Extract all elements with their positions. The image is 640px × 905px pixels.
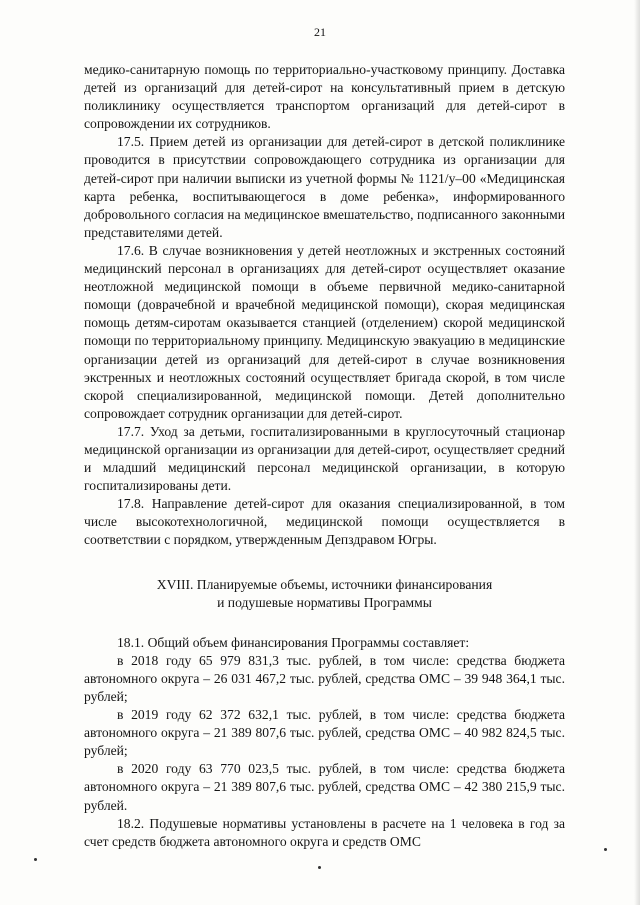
paragraph-funding-2019: в 2019 году 62 372 632,1 тыс. рублей, в том числе: средства бюджета автономного округа – 21 389 807,6 тыс. рублей, средства ОМС – 40 982 824,5 тыс. рублей; xyxy=(84,707,565,759)
paragraph-17-8: 17.8. Направление детей-сирот для оказания специализированной, в том числе высокотехнологичной, медицинской помощи осуществляется в соответствии с порядком, утвержденным Депздравом Югры. xyxy=(84,496,565,548)
scan-edge-shadow xyxy=(634,0,640,905)
section-heading-line-2: и подушевые нормативы Программы xyxy=(217,594,432,610)
page-number: 21 xyxy=(314,25,326,39)
document-body xyxy=(84,61,565,851)
paragraph-funding-2018: в 2018 году 65 979 831,3 тыс. рублей, в том числе: средства бюджета автономного округа – 26 031 467,2 тыс. рублей, средства ОМС – 39 948 364,1 тыс. рублей; xyxy=(84,652,565,704)
section-heading-line-1: XVIII. Планируемые объемы, источники финансирования xyxy=(156,576,493,592)
scan-speck xyxy=(318,866,321,869)
paragraph-continuation: медико-санитарную помощь по территориально-участковому принципу. Доставка детей из организаций для детей-сирот на консультативный прием в детскую поликлинику осуществляется транспортом организаций для детей-сирот в сопровождении их сотрудников. xyxy=(84,62,565,132)
paragraph-17-6: 17.6. В случае возникновения у детей неотложных и экстренных состояний медицинский персонал в организациях для детей-сирот осуществляет оказание неотложной медицинской помощи в объеме первичной медико-санитарной помощи (доврачебной и врачебной медицинской помощи), скорая медицинская помощь детям-сиротам оказывается станцией (отделением) скорой медицинской помощи по территориальному принципу. Медицинскую эвакуацию в медицинские организации детей из организаций для детей-сирот в случае возникновения экстренных и неотложных состояний осуществляет бригада скорой, в том числе скорой специализированной, медицинской помощи. Детей дополнительно сопровождает сотрудник организации для детей-сирот. xyxy=(84,242,565,421)
paragraph-funding-2020: в 2020 году 63 770 023,5 тыс. рублей, в том числе: средства бюджета автономного округа – 21 389 807,6 тыс. рублей, средства ОМС – 42 380 215,9 тыс. рублей. xyxy=(84,761,565,813)
paragraph-17-5: 17.5. Прием детей из организации для детей-сирот в детской поликлинике проводится в присутствии сопровождающего сотрудника из организации для детей-сирот при наличии выписки из учетной формы № 1121/у–00 «Медицинская карта ребенка, воспитывающегося в доме ребенка», информированного добровольного согласия на медицинское вмешательство, подписанного законными представителями детей. xyxy=(84,134,565,240)
section-heading xyxy=(84,576,565,612)
scan-speck xyxy=(604,848,607,851)
paragraph-17-7: 17.7. Уход за детьми, госпитализированными в круглосуточный стационар медицинской организации из организации для детей-сирот, осуществляет средний и младший медицинский персонал медицинской организации, в которую госпитализированы дети. xyxy=(84,423,565,494)
scan-speck xyxy=(34,858,37,861)
paragraph-18-2: 18.2. Подушевые нормативы установлены в расчете на 1 человека в год за счет средств бюджета автономного округа и средств ОМС xyxy=(84,815,565,849)
paragraph-18-1: 18.1. Общий объем финансирования Программы составляет: xyxy=(117,634,470,650)
